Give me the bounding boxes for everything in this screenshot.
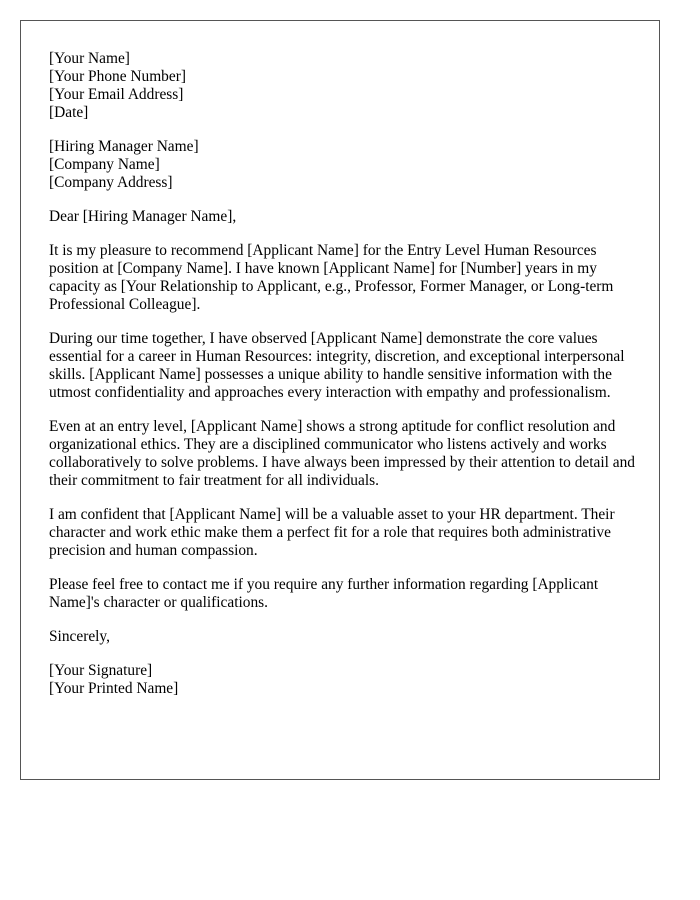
recipient-company: [Company Name] bbox=[49, 156, 160, 173]
paragraph-confidence: I am confident that [Applicant Name] will be a valuable asset to your HR department. Their character and work ethic make them a perfect fit for a role that requires both administrative precision and human compassion. bbox=[49, 506, 615, 559]
signature-line: [Your Signature] bbox=[49, 662, 153, 679]
recipient-block bbox=[49, 138, 639, 192]
sender-email: [Your Email Address] bbox=[49, 86, 184, 103]
paragraph-observations: During our time together, I have observed [Applicant Name] demonstrate the core values essential for a career in Human Resources: integrity, discretion, and exceptional interpersonal skills. [Applicant Name] possesses a unique ability to handle sensitive information with the utmost confidentiality and approaches every interaction with empathy and professionalism. bbox=[49, 330, 625, 401]
letter-body bbox=[49, 50, 639, 714]
paragraph-aptitude: Even at an entry level, [Applicant Name] shows a strong aptitude for conflict resolution and organizational ethics. They are a disciplined communicator who listens actively and works collaboratively to solve problems. I have always been impressed by their attention to detail and their commitment to fair treatment for all individuals. bbox=[49, 418, 635, 489]
letter-page bbox=[20, 20, 660, 780]
sender-name: [Your Name] bbox=[49, 50, 130, 67]
paragraph-introduction: It is my pleasure to recommend [Applicant Name] for the Entry Level Human Resources position at [Company Name]. I have known [Applicant Name] for [Number] years in my capacity as [Your Relationship to Applicant, e.g., Professor, Former Manager, or Long-term Professional Colleague]. bbox=[49, 242, 614, 313]
recipient-address: [Company Address] bbox=[49, 174, 173, 191]
paragraph-contact: Please feel free to contact me if you require any further information regarding [Applicant Name]'s character or qualifications. bbox=[49, 576, 599, 611]
closing: Sincerely, bbox=[49, 628, 110, 645]
printed-name: [Your Printed Name] bbox=[49, 680, 179, 697]
recipient-name: [Hiring Manager Name] bbox=[49, 138, 199, 155]
sender-phone: [Your Phone Number] bbox=[49, 68, 186, 85]
salutation: Dear [Hiring Manager Name], bbox=[49, 208, 237, 225]
signature-block bbox=[49, 662, 639, 698]
letter-date: [Date] bbox=[49, 104, 89, 121]
sender-block bbox=[49, 50, 639, 122]
